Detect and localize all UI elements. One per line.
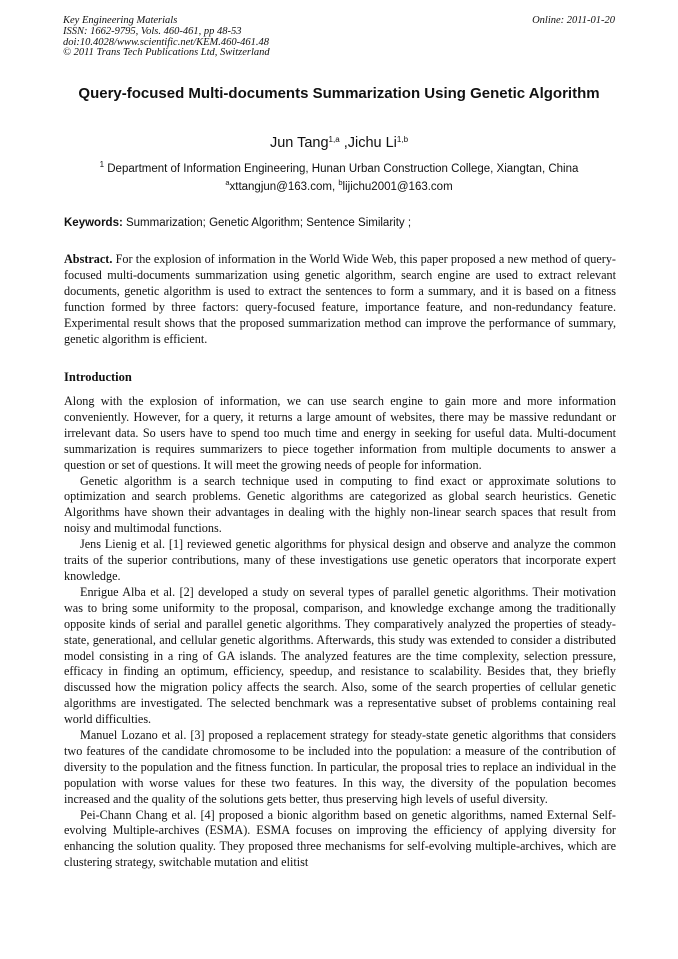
affiliation-sup: 1 bbox=[99, 160, 105, 169]
author-separator: , bbox=[339, 135, 348, 151]
journal-copyright: © 2011 Trans Tech Publications Ltd, Switzerland bbox=[63, 47, 270, 59]
introduction-body bbox=[64, 394, 616, 871]
journal-name: Key Engineering Materials bbox=[63, 15, 178, 26]
affiliation-text: Department of Information Engineering, Hunan Urban Construction College, Xiangtan, China bbox=[104, 163, 579, 175]
paragraph: Along with the explosion of information, we can use search engine to gain more and more information conveniently. However, for a query, it returns a large amount of websites, there may be massive redundant or irrelevant data. So users have to spend too much time and energy in seeking for useful data. Multi-document summarization is requires summarizers to piece together information from multiple documents to answer a question or set of questions. It will meet the growing needs of people for information. bbox=[64, 394, 616, 472]
abstract-text: For the explosion of information in the World Wide Web, this paper proposed a new method of query-focused multi-documents summarization using genetic algorithm, search engine are used to extract relevant documents, genetic algorithm is used to extract the sentences to form a summary, and it is based on a fitness function formed by three factors: query-focused feature, importance feature, and non-redundancy feature. Experimental result shows that the proposed summarization method can improve the performance of summary, genetic algorithm is efficient. bbox=[64, 252, 616, 346]
paper-title: Query-focused Multi-documents Summarization Using Genetic Algorithm bbox=[78, 85, 600, 102]
keywords-label: Keywords: bbox=[64, 217, 123, 229]
author-1-sup: 1,a bbox=[328, 135, 340, 144]
online-date: Online: 2011-01-20 bbox=[532, 15, 615, 26]
abstract bbox=[64, 252, 616, 347]
paragraph: Manuel Lozano et al. [3] proposed a replacement strategy for steady-state genetic algorithms that considers two features of the candidate chromosome to be included into the population: a measure of the contribution of diversity to the population and the fitness function. In particular, the proposal tries to replace an individual in the population with worse values for these two features. In this way, the diversity of the population becomes increased and the quality of the solutions gets better, thus preserving high levels of useful diversity. bbox=[64, 728, 616, 806]
author-line bbox=[0, 134, 678, 152]
keywords-text: Summarization; Genetic Algorithm; Sentence Similarity ; bbox=[122, 217, 412, 229]
email-a: xttangjun@163.com, bbox=[229, 181, 339, 193]
journal-doi: doi:10.4028/www.scientific.net/KEM.460-461.48 bbox=[63, 36, 269, 48]
paragraph: Pei-Chann Chang et al. [4] proposed a bionic algorithm based on genetic algorithms, named External Self-evolving Multiple-archives (ESMA). ESMA focuses on improving the efficiency of applying diversity for enhancing the solution quality. They proposed three mechanisms for self-evolving multiple-archives, which are clustering strategy, switchable mutation and elitist bbox=[64, 807, 616, 870]
email-a-sup: a bbox=[225, 178, 230, 187]
paragraph: Enrigue Alba et al. [2] developed a study on several types of parallel genetic algorithms. Their motivation was to bring some uniformity to the proposal, comparison, and knowledge exchange among the traditionally opposite kinds of serial and parallel genetic algorithms. They comparatively analyzed the properties of steady-state, generational, and cellular genetic algorithms. Afterwards, this study was extended to consider a distributed model consisting in a ring of GA islands. The analyzed features are the time complexity, selection pressure, efficacy in finding an optimum, efficiency, speedup, and resistance to scalability. Besides that, they briefly discussed how the migration policy affects the search. Also, some of the search properties of cellular genetic algorithms are investigated. The selected benchmark was a representative subset of problems containing real world difficulties. bbox=[64, 584, 616, 727]
email-b: lijichu2001@163.com bbox=[342, 181, 453, 193]
email-b-sup: b bbox=[338, 178, 343, 187]
author-2-sup: 1,b bbox=[396, 135, 409, 144]
author-2-name: Jichu Li bbox=[347, 135, 397, 151]
keywords bbox=[64, 216, 616, 230]
paragraph: Jens Lienig et al. [1] reviewed genetic algorithms for physical design and observe and analyze the common traits of the superior contributions, many of these investigations use genetic operators that incorporate expert knowledge. bbox=[64, 537, 616, 583]
affiliation bbox=[0, 162, 678, 176]
author-1-name: Jun Tang bbox=[269, 135, 329, 151]
journal-header bbox=[63, 16, 615, 59]
author-emails bbox=[0, 180, 678, 194]
abstract-label: Abstract. bbox=[64, 252, 113, 266]
journal-issn: ISSN: 1662-9795, Vols. 460-461, pp 48-53 bbox=[63, 25, 242, 37]
section-heading-introduction: Introduction bbox=[64, 370, 132, 384]
paragraph: Genetic algorithm is a search technique used in computing to find exact or approximate solutions to optimization and search problems. Genetic algorithms are categorized as global search heuristics. Genetic Algorithms have shown their advantages in dealing with the highly non-linear search spaces that result from noisy and multimodal functions. bbox=[64, 473, 616, 536]
